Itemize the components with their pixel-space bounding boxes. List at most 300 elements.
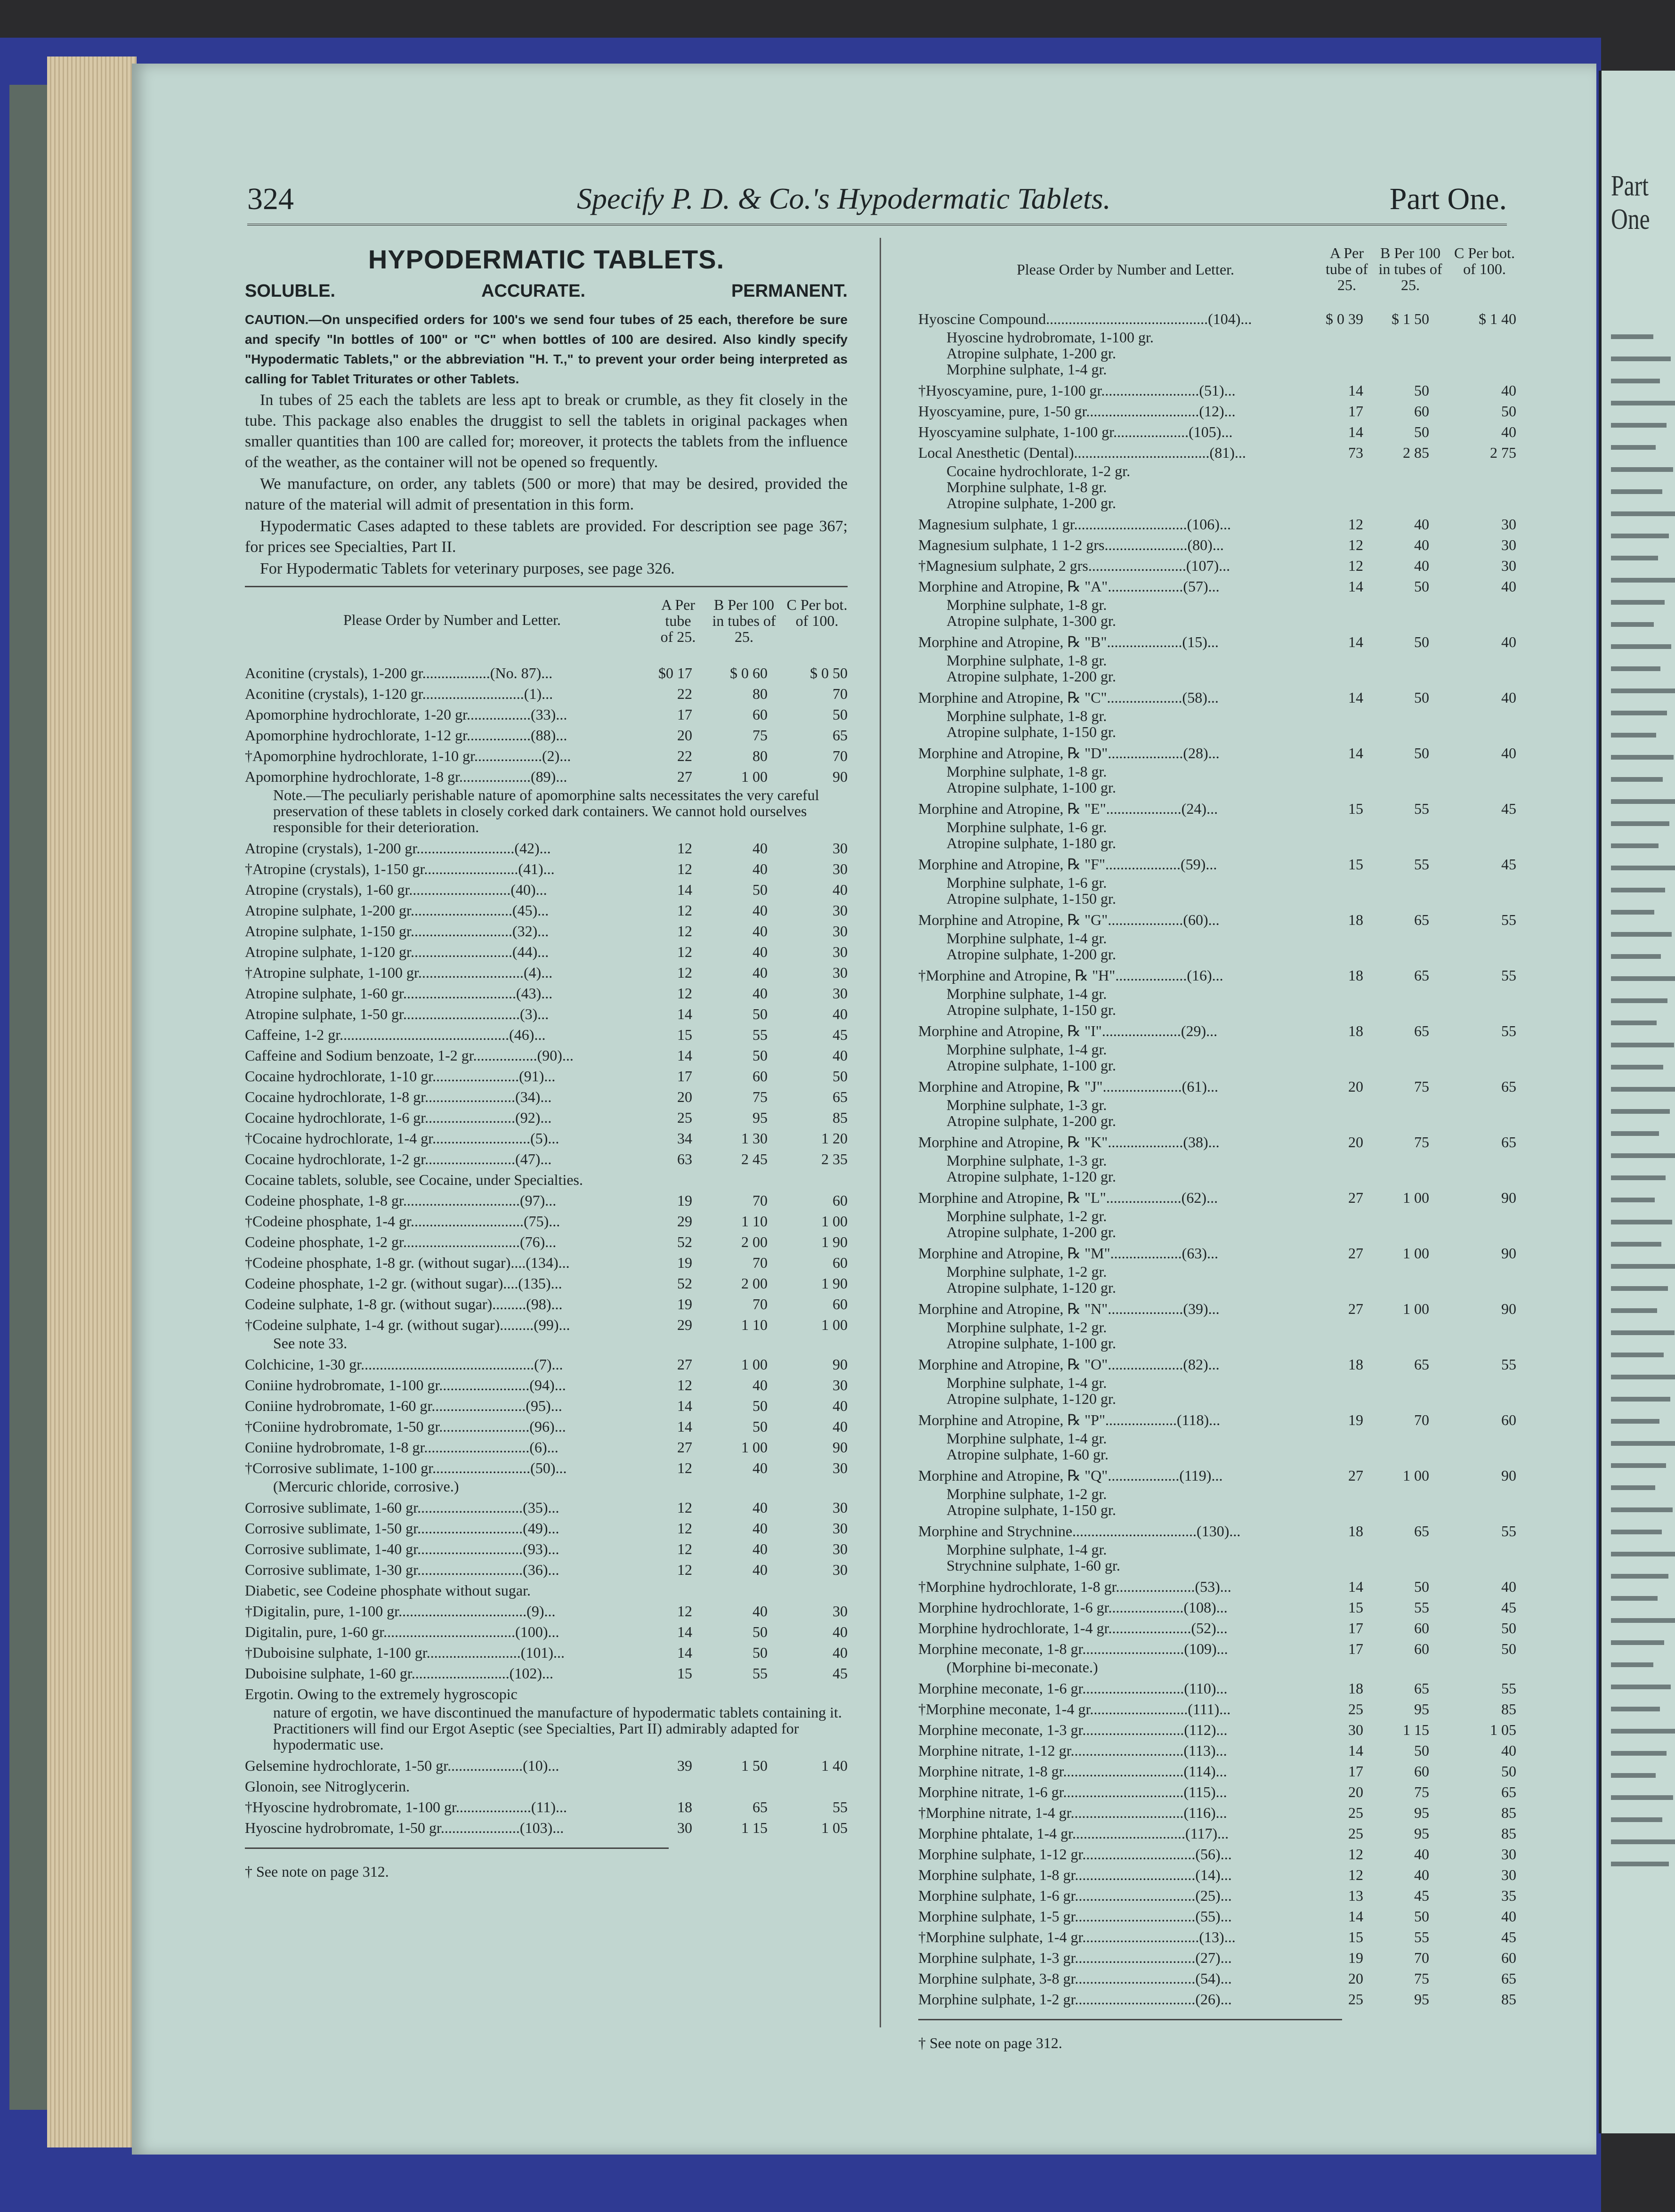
next-page-line xyxy=(1611,379,1660,383)
ingredient-line: Atropine sulphate, 1-180 gr. xyxy=(947,835,1116,851)
table-row xyxy=(245,1817,848,1838)
row-note: nature of ergotin, we have discontinued the manufacture of hypodermatic tablets containing it. Practitioners will find our Ergot Aseptic (see Specialties, Part II) admirably adapted for hypodermatic use. xyxy=(273,1704,842,1753)
next-page-line xyxy=(1611,1640,1664,1645)
ingredient-line: Atropine sulphate, 1-200 gr. xyxy=(947,946,1116,963)
price-a: 17 xyxy=(1348,1763,1363,1780)
price-a: 19 xyxy=(1348,1949,1363,1966)
tablet-name: Cocaine hydrochlorate, 1-2 gr........................(47)... xyxy=(245,1151,552,1167)
price-b: 40 xyxy=(753,1520,768,1537)
next-page-line xyxy=(1611,1330,1675,1335)
table-row xyxy=(918,687,1516,743)
next-page-line xyxy=(1611,777,1663,782)
flags-row xyxy=(245,281,848,301)
price-b: 95 xyxy=(1414,1701,1429,1718)
price-c: 30 xyxy=(833,1603,848,1620)
price-b: 70 xyxy=(753,1192,768,1209)
price-a: 12 xyxy=(677,860,692,877)
price-c: 55 xyxy=(1501,1523,1516,1539)
price-b: 40 xyxy=(753,860,768,877)
price-a: 30 xyxy=(677,1819,692,1836)
ingredient-line: Morphine sulphate, 1-2 gr. xyxy=(947,1207,1107,1224)
price-c: 30 xyxy=(833,1377,848,1394)
tablet-name: Codeine phosphate, 1-8 gr...............................(97)... xyxy=(245,1192,557,1209)
ingredient-line: Morphine sulphate, 1-6 gr. xyxy=(947,818,1107,835)
ingredient-line: Atropine sulphate, 1-100 gr. xyxy=(947,779,1116,796)
table-row xyxy=(245,1273,848,1294)
table-row xyxy=(918,1243,1516,1298)
price-a: 12 xyxy=(677,943,692,960)
price-a: 14 xyxy=(1348,1908,1363,1925)
next-page-line xyxy=(1611,401,1675,405)
price-b: 50 xyxy=(1414,423,1429,440)
next-page-line xyxy=(1611,489,1662,494)
row-note: (Mercuric chloride, corrosive.) xyxy=(273,1478,459,1495)
table-row xyxy=(245,962,848,983)
next-page-line xyxy=(1611,1220,1672,1224)
tablet-name: Morphine and Atropine, ℞ "C"....................(58)... xyxy=(918,689,1219,706)
right-price-list xyxy=(918,308,1516,2009)
price-b: 55 xyxy=(1414,1599,1429,1616)
tablet-name: Morphine nitrate, 1-8 gr................................(114)... xyxy=(918,1763,1227,1780)
table-row xyxy=(918,1927,1516,1947)
right-column xyxy=(918,235,1516,2052)
table-row xyxy=(245,1601,848,1621)
price-a: 27 xyxy=(677,1439,692,1456)
price-b: 40 xyxy=(1414,536,1429,553)
table-row xyxy=(918,555,1516,576)
price-c: 45 xyxy=(1501,1599,1516,1616)
left-column xyxy=(245,235,848,1880)
tablet-name: Morphine nitrate, 1-6 gr................................(115)... xyxy=(918,1783,1227,1800)
ingredient-line: Morphine sulphate, 1-4 gr. xyxy=(947,1041,1107,1058)
price-a: 27 xyxy=(1348,1300,1363,1317)
tablet-name: Morphine sulphate, 1-2 gr................................(26)... xyxy=(918,1991,1232,2008)
price-c: 85 xyxy=(833,1109,848,1126)
column-a-header: A Per tube of 25. xyxy=(1326,244,1368,293)
table-row xyxy=(918,1844,1516,1864)
price-c: 50 xyxy=(1501,1640,1516,1657)
tablet-name: Morphine and Atropine, ℞ "E"....................(24)... xyxy=(918,800,1218,817)
next-page-line xyxy=(1611,1109,1670,1114)
table-row xyxy=(918,1678,1516,1699)
price-c: 45 xyxy=(833,1665,848,1682)
table-row xyxy=(918,1597,1516,1618)
price-b: 2 00 xyxy=(741,1233,768,1250)
price-a: 15 xyxy=(677,1026,692,1043)
next-page-line xyxy=(1611,1773,1656,1778)
price-b: 95 xyxy=(1414,1991,1429,2008)
table-row xyxy=(245,1437,848,1458)
price-a: 18 xyxy=(1348,1680,1363,1697)
price-a: 25 xyxy=(1348,1991,1363,2008)
price-c: 1 20 xyxy=(821,1130,848,1147)
tablet-name: Morphine hydrochlorate, 1-6 gr....................(108)... xyxy=(918,1599,1228,1616)
price-b: 40 xyxy=(753,1499,768,1516)
price-a: 27 xyxy=(677,768,692,785)
tablet-name: Morphine and Atropine, ℞ "L"....................(62)... xyxy=(918,1189,1218,1206)
intro-paragraph: We manufacture, on order, any tablets (500 or more) that may be desired, provided the nature of the material will admit of presentation in this form. xyxy=(245,475,848,513)
table-row xyxy=(245,879,848,900)
price-c: 40 xyxy=(833,1418,848,1435)
table-row xyxy=(245,1458,848,1497)
price-a: 15 xyxy=(1348,1599,1363,1616)
price-a: 14 xyxy=(1348,578,1363,595)
flag-accurate: ACCURATE. xyxy=(481,281,586,301)
price-c: 85 xyxy=(1501,1825,1516,1842)
table-row xyxy=(245,1580,848,1601)
tablet-name: Cocaine tablets, soluble, see Cocaine, under Specialties. xyxy=(245,1171,583,1188)
footnote: † See note on page 312. xyxy=(918,2034,1062,2051)
price-c: 35 xyxy=(1501,1887,1516,1904)
next-page-line xyxy=(1611,1021,1657,1025)
price-a: 14 xyxy=(1348,633,1363,650)
price-c: 70 xyxy=(833,747,848,764)
price-b: 50 xyxy=(1414,633,1429,650)
price-b: 50 xyxy=(1414,1908,1429,1925)
price-b: 55 xyxy=(753,1665,768,1682)
ingredient-line: Atropine sulphate, 1-150 gr. xyxy=(947,890,1116,907)
price-b: 50 xyxy=(753,1418,768,1435)
table-row xyxy=(918,1132,1516,1187)
price-b: 70 xyxy=(753,1296,768,1313)
price-c: 30 xyxy=(833,1520,848,1537)
next-page-line xyxy=(1611,1242,1661,1247)
ingredient-line: Atropine sulphate, 1-200 gr. xyxy=(947,1223,1116,1240)
table-row xyxy=(245,1518,848,1539)
page-number: 324 xyxy=(247,182,294,216)
price-b: 40 xyxy=(753,1561,768,1578)
price-c: 1 90 xyxy=(821,1275,848,1292)
tablet-name: †Corrosive sublimate, 1-100 gr..........................(50)... xyxy=(245,1459,567,1476)
price-b: 75 xyxy=(1414,1783,1429,1800)
price-a: 12 xyxy=(1348,1846,1363,1863)
table-row xyxy=(245,859,848,879)
table-row xyxy=(245,1642,848,1663)
table-row xyxy=(245,1024,848,1045)
price-b: 60 xyxy=(753,706,768,723)
ingredient-line: Morphine sulphate, 1-8 gr. xyxy=(947,707,1107,724)
tablet-name: Local Anesthetic (Dental)....................................(81)... xyxy=(918,444,1246,461)
next-page-line xyxy=(1611,1198,1655,1202)
tablet-name: Atropine (crystals), 1-60 gr...........................(40)... xyxy=(245,881,547,898)
price-a: 34 xyxy=(677,1130,692,1147)
price-b: 65 xyxy=(1414,967,1429,984)
tablet-name: †Morphine nitrate, 1-4 gr..............................(116)... xyxy=(918,1804,1227,1821)
price-c: 1 00 xyxy=(821,1316,848,1333)
ingredient-line: Atropine sulphate, 1-200 gr. xyxy=(947,494,1116,511)
next-page-line xyxy=(1611,1707,1660,1711)
price-a: 17 xyxy=(1348,1640,1363,1657)
price-c: 1 40 xyxy=(821,1757,848,1774)
ingredient-line: Atropine sulphate, 1-120 gr. xyxy=(947,1168,1116,1185)
next-page-line xyxy=(1611,1043,1674,1047)
price-a: 18 xyxy=(677,1799,692,1815)
table-row xyxy=(245,1776,848,1797)
next-page-edge xyxy=(1599,71,1675,2133)
ingredient-line: Atropine sulphate, 1-100 gr. xyxy=(947,1057,1116,1074)
tablet-name: Ergotin. Owing to the extremely hygroscopic xyxy=(245,1685,518,1702)
price-a: 20 xyxy=(1348,1134,1363,1151)
price-b: 1 00 xyxy=(1403,1300,1429,1317)
table-row xyxy=(918,1187,1516,1243)
tablet-name: Hyoscyamine, pure, 1-50 gr..............................(12)... xyxy=(918,403,1236,420)
tablet-name: Codeine phosphate, 1-2 gr...............................(76)... xyxy=(245,1233,557,1250)
price-b: 60 xyxy=(1414,1620,1429,1637)
price-a: 18 xyxy=(1348,911,1363,928)
table-row xyxy=(245,1663,848,1684)
price-c: 40 xyxy=(1501,689,1516,706)
price-b: 60 xyxy=(1414,1640,1429,1657)
price-a: 29 xyxy=(677,1316,692,1333)
price-a: 19 xyxy=(677,1254,692,1271)
price-a: 27 xyxy=(1348,1189,1363,1206)
price-c: 45 xyxy=(1501,1928,1516,1945)
price-a: 12 xyxy=(1348,536,1363,553)
table-row xyxy=(245,725,848,745)
price-b: 40 xyxy=(753,902,768,919)
price-b: 50 xyxy=(1414,1742,1429,1759)
price-c: 30 xyxy=(833,1459,848,1476)
price-b: 40 xyxy=(753,943,768,960)
ingredient-line: Morphine sulphate, 1-8 gr. xyxy=(947,478,1107,495)
price-c: 30 xyxy=(833,943,848,960)
table-row xyxy=(245,766,848,838)
price-b: 75 xyxy=(1414,1078,1429,1095)
ingredient-line: Morphine sulphate, 1-8 gr. xyxy=(947,652,1107,669)
next-page-line xyxy=(1611,1552,1675,1556)
next-page-line xyxy=(1611,998,1667,1003)
price-a: 12 xyxy=(677,1540,692,1557)
table-row xyxy=(245,1232,848,1252)
price-a: 14 xyxy=(677,1644,692,1661)
price-b: 60 xyxy=(1414,403,1429,420)
price-a: 12 xyxy=(677,1603,692,1620)
price-c: 90 xyxy=(833,768,848,785)
table-row xyxy=(918,442,1516,514)
price-b: 2 45 xyxy=(741,1151,768,1167)
ingredient-line: Hyoscine hydrobromate, 1-100 gr. xyxy=(947,329,1154,346)
table-row xyxy=(918,514,1516,535)
price-c: 60 xyxy=(1501,1949,1516,1966)
next-page-line xyxy=(1611,976,1675,981)
next-page-line xyxy=(1611,556,1658,560)
next-page-line xyxy=(1611,1175,1666,1180)
tablet-name: †Morphine meconate, 1-4 gr..........................(111)... xyxy=(918,1701,1231,1718)
price-c: 40 xyxy=(833,1005,848,1022)
price-a: 12 xyxy=(1348,1866,1363,1883)
tablet-name: Coniine hydrobromate, 1-100 gr........................(94)... xyxy=(245,1377,566,1394)
column-b-header: B Per 100 in tubes of 25. xyxy=(1378,244,1442,293)
price-a: 22 xyxy=(677,747,692,764)
tablet-name: †Coniine hydrobromate, 1-50 gr........................(96)... xyxy=(245,1418,566,1435)
price-c: 85 xyxy=(1501,1991,1516,2008)
table-row xyxy=(245,1066,848,1086)
table-row xyxy=(918,1740,1516,1761)
tablet-name: Coniine hydrobromate, 1-8 gr............................(6)... xyxy=(245,1439,558,1456)
price-c: 50 xyxy=(1501,1620,1516,1637)
tablet-name: Hyoscine hydrobromate, 1-50 gr.....................(103)... xyxy=(245,1819,564,1836)
price-b: 50 xyxy=(753,1005,768,1022)
price-b: 80 xyxy=(753,685,768,702)
table-row xyxy=(245,663,848,683)
price-c: 40 xyxy=(833,1397,848,1414)
table-row xyxy=(245,1755,848,1776)
price-b: 45 xyxy=(1414,1887,1429,1904)
price-c: 60 xyxy=(1501,1411,1516,1428)
price-a: 27 xyxy=(1348,1467,1363,1484)
price-c: $ 0 50 xyxy=(810,664,848,681)
tablet-name: Morphine meconate, 1-8 gr...........................(109)... xyxy=(918,1640,1228,1657)
table-header xyxy=(918,235,1516,308)
price-b: 95 xyxy=(753,1109,768,1126)
price-a: 25 xyxy=(1348,1701,1363,1718)
price-c: 40 xyxy=(1501,633,1516,650)
table-row xyxy=(245,1169,848,1190)
ingredient-line: Atropine sulphate, 1-200 gr. xyxy=(947,345,1116,362)
table-row xyxy=(245,1107,848,1128)
price-c: 30 xyxy=(1501,1866,1516,1883)
tablet-name: Caffeine and Sodium benzoate, 1-2 gr.................(90)... xyxy=(245,1047,574,1064)
price-a: 12 xyxy=(677,1499,692,1516)
next-page-line xyxy=(1611,711,1667,715)
table-row xyxy=(918,965,1516,1021)
next-page-line xyxy=(1611,1729,1675,1734)
table-row xyxy=(245,1128,848,1149)
price-a: 12 xyxy=(677,1520,692,1537)
price-c: 30 xyxy=(833,1561,848,1578)
tablet-name: Hyoscine Compound...........................................(104)... xyxy=(918,310,1252,327)
tablet-name: Coniine hydrobromate, 1-60 gr.........................(95)... xyxy=(245,1397,562,1414)
tablet-name: Morphine nitrate, 1-12 gr..............................(113)... xyxy=(918,1742,1227,1759)
next-page-line xyxy=(1611,1574,1668,1579)
price-c: 55 xyxy=(1501,1022,1516,1039)
next-page-line xyxy=(1611,1087,1675,1092)
price-a: 15 xyxy=(1348,1928,1363,1945)
price-b: 2 00 xyxy=(741,1275,768,1292)
tablet-name: Morphine and Atropine, ℞ "B"....................(15)... xyxy=(918,633,1219,650)
table-row xyxy=(918,1465,1516,1521)
price-c: 30 xyxy=(833,1540,848,1557)
next-page-line xyxy=(1611,1862,1669,1866)
price-b: 40 xyxy=(753,840,768,857)
price-a: $0 17 xyxy=(658,664,692,681)
price-c: 65 xyxy=(1501,1970,1516,1987)
left-price-list xyxy=(245,663,848,1838)
price-c: 65 xyxy=(833,727,848,744)
tablet-name: †Duboisine sulphate, 1-100 gr.........................(101)... xyxy=(245,1644,565,1661)
price-a: 14 xyxy=(677,1047,692,1064)
ingredient-line: Morphine sulphate, 1-3 gr. xyxy=(947,1096,1107,1113)
price-a: 15 xyxy=(1348,800,1363,817)
table-row xyxy=(918,308,1516,380)
price-a: $ 0 39 xyxy=(1326,310,1363,327)
table-row xyxy=(918,535,1516,555)
price-a: 15 xyxy=(677,1665,692,1682)
table-row xyxy=(918,1823,1516,1844)
price-c: 40 xyxy=(833,1644,848,1661)
price-a: 18 xyxy=(1348,1523,1363,1539)
next-page-line xyxy=(1611,1530,1662,1534)
price-a: 25 xyxy=(677,1109,692,1126)
flag-permanent: PERMANENT. xyxy=(731,281,848,301)
next-page-line xyxy=(1611,467,1673,472)
tablet-name: Morphine and Atropine, ℞ "N"....................(39)... xyxy=(918,1300,1220,1317)
column-c-header: C Per bot. of 100. xyxy=(786,596,848,629)
ingredient-line: Atropine sulphate, 1-300 gr. xyxy=(947,612,1116,629)
next-page-line xyxy=(1611,1286,1668,1291)
ingredient-line: Morphine sulphate, 1-8 gr. xyxy=(947,596,1107,613)
tablet-name: Cocaine hydrochlorate, 1-6 gr........................(92)... xyxy=(245,1109,552,1126)
price-c: 30 xyxy=(1501,516,1516,533)
table-row xyxy=(918,854,1516,909)
next-page-line xyxy=(1611,1662,1653,1667)
price-b: 50 xyxy=(753,1644,768,1661)
price-c: 30 xyxy=(1501,557,1516,574)
next-page-line xyxy=(1611,1397,1670,1402)
price-a: 14 xyxy=(677,1623,692,1640)
tablet-name: Corrosive sublimate, 1-30 gr............................(36)... xyxy=(245,1561,559,1578)
table-row xyxy=(918,1802,1516,1823)
intro-paragraph: For Hypodermatic Tablets for veterinary purposes, see page 326. xyxy=(260,560,675,577)
table-row xyxy=(918,1298,1516,1354)
price-b: 60 xyxy=(753,1068,768,1085)
price-c: 40 xyxy=(1501,1742,1516,1759)
table-row xyxy=(245,1539,848,1559)
price-c: 55 xyxy=(833,1799,848,1815)
price-b: 40 xyxy=(753,1540,768,1557)
price-c: 55 xyxy=(1501,1680,1516,1697)
next-page-line xyxy=(1611,1131,1659,1136)
table-row xyxy=(245,1375,848,1395)
table-row xyxy=(918,1576,1516,1597)
price-b: 65 xyxy=(1414,1680,1429,1697)
price-c: 40 xyxy=(1501,1908,1516,1925)
price-b: 65 xyxy=(753,1799,768,1815)
price-c: 90 xyxy=(1501,1467,1516,1484)
table-row xyxy=(918,1782,1516,1802)
price-c: 90 xyxy=(833,1356,848,1373)
table-row xyxy=(918,1968,1516,1989)
price-c: 50 xyxy=(833,706,848,723)
next-page-line xyxy=(1611,666,1660,671)
tablet-name: Morphine and Atropine, ℞ "D"....................(28)... xyxy=(918,745,1220,762)
price-b: 65 xyxy=(1414,1523,1429,1539)
footnote-rule xyxy=(245,1847,669,1849)
table-row xyxy=(245,1086,848,1107)
ingredient-line: Strychnine sulphate, 1-60 gr. xyxy=(947,1557,1120,1574)
price-b: 1 00 xyxy=(741,768,768,785)
price-c: 65 xyxy=(833,1088,848,1105)
tablet-name: Morphine sulphate, 1-6 gr................................(25)... xyxy=(918,1887,1232,1904)
table-row xyxy=(918,1021,1516,1076)
price-b: $ 1 50 xyxy=(1392,310,1429,327)
price-a: 14 xyxy=(677,1397,692,1414)
price-c: 40 xyxy=(1501,1578,1516,1595)
price-c: 85 xyxy=(1501,1701,1516,1718)
next-page-line xyxy=(1611,1751,1667,1756)
price-a: 25 xyxy=(1348,1825,1363,1842)
ingredient-line: Atropine sulphate, 1-120 gr. xyxy=(947,1279,1116,1296)
price-a: 15 xyxy=(1348,856,1363,873)
next-page-line xyxy=(1611,423,1667,428)
price-c: 2 35 xyxy=(821,1151,848,1167)
ingredient-line: Atropine sulphate, 1-150 gr. xyxy=(947,1001,1116,1018)
price-b: 75 xyxy=(753,727,768,744)
price-a: 39 xyxy=(677,1757,692,1774)
price-a: 17 xyxy=(1348,403,1363,420)
price-b: 50 xyxy=(1414,1578,1429,1595)
price-c: 60 xyxy=(833,1192,848,1209)
